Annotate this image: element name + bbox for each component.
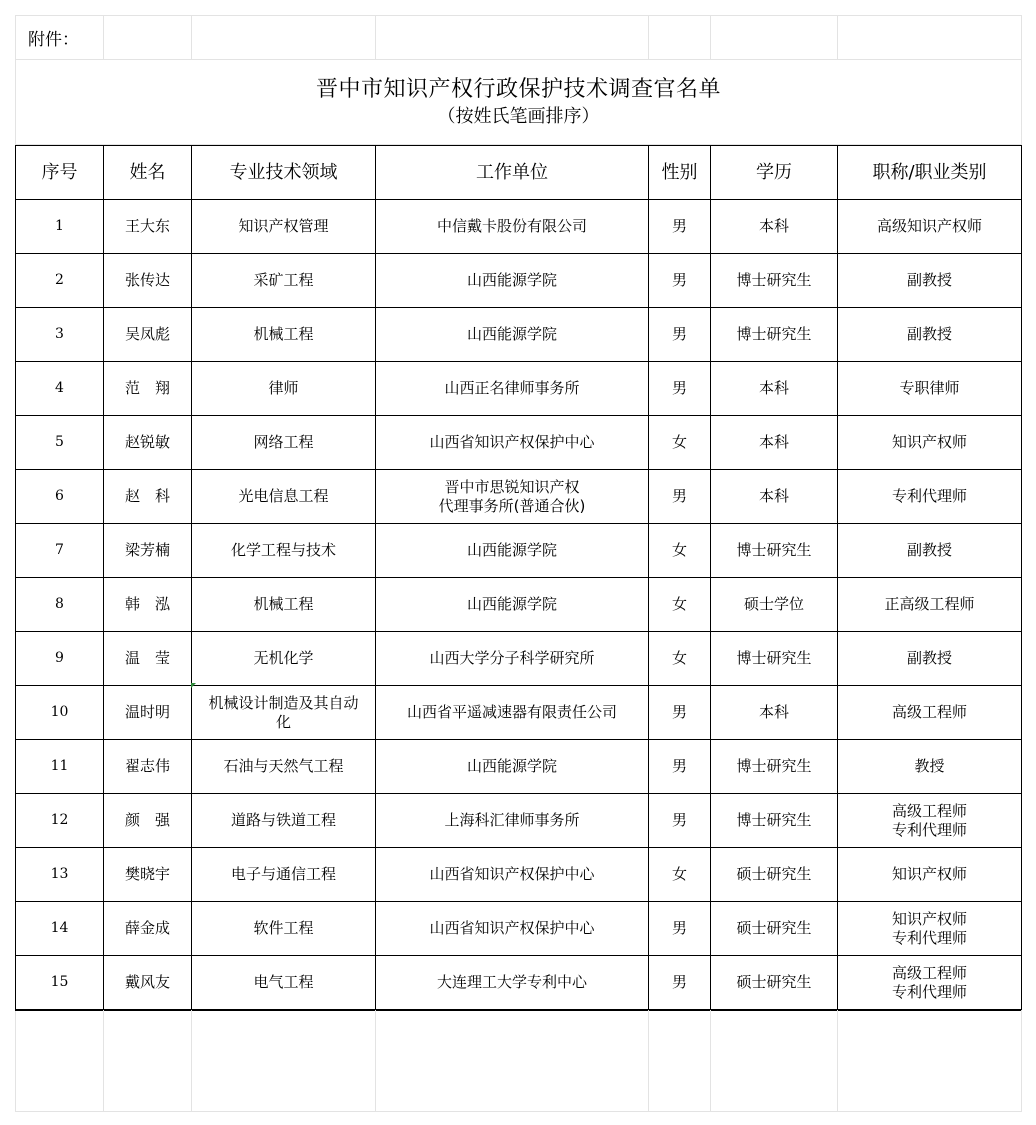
cell-name[interactable]: 赵 科	[104, 470, 192, 524]
cell-no[interactable]: 14	[16, 902, 104, 956]
table-row	[16, 308, 1022, 362]
table-row	[16, 902, 1022, 956]
cell-no[interactable]: 10	[16, 686, 104, 740]
cell-name[interactable]: 张传达	[104, 254, 192, 308]
cell-education[interactable]: 本科	[711, 200, 838, 254]
spreadsheet	[15, 15, 1021, 1109]
cell-org[interactable]: 山西正名律师事务所	[376, 362, 649, 416]
cell-org[interactable]: 上海科汇律师事务所	[376, 794, 649, 848]
table-row	[16, 470, 1022, 524]
empty-cell[interactable]	[649, 16, 711, 60]
cell-title[interactable]: 知识产权师	[838, 416, 1022, 470]
cell-title[interactable]: 高级工程师	[838, 686, 1022, 740]
empty-cell[interactable]	[192, 1011, 376, 1112]
cell-sex[interactable]: 男	[649, 470, 711, 524]
table-row	[16, 794, 1022, 848]
empty-cell[interactable]	[711, 16, 838, 60]
cell-education[interactable]: 硕士学位	[711, 578, 838, 632]
cell-name[interactable]: 温 莹	[104, 632, 192, 686]
cell-sex[interactable]: 男	[649, 254, 711, 308]
empty-cell[interactable]	[376, 1011, 649, 1112]
header-cell-name[interactable]: 姓名	[104, 146, 192, 200]
cell-sex[interactable]: 女	[649, 416, 711, 470]
table-row	[16, 848, 1022, 902]
cell-education[interactable]: 博士研究生	[711, 254, 838, 308]
cell-field[interactable]: 机械设计制造及其自动 化	[192, 686, 376, 740]
cell-no[interactable]: 5	[16, 416, 104, 470]
cell-sex[interactable]: 男	[649, 308, 711, 362]
cell-no[interactable]: 6	[16, 470, 104, 524]
empty-cell[interactable]	[104, 1011, 192, 1112]
cell-no[interactable]: 7	[16, 524, 104, 578]
cell-field[interactable]: 石油与天然气工程	[192, 740, 376, 794]
cell-org[interactable]: 山西省知识产权保护中心	[376, 416, 649, 470]
cell-org[interactable]: 中信戴卡股份有限公司	[376, 200, 649, 254]
empty-cell[interactable]	[711, 1011, 838, 1112]
cell-sex[interactable]: 女	[649, 848, 711, 902]
cell-sex[interactable]: 男	[649, 956, 711, 1010]
table-row	[16, 956, 1022, 1010]
cell-org[interactable]: 山西省知识产权保护中心	[376, 848, 649, 902]
cell-no[interactable]: 8	[16, 578, 104, 632]
cell-field[interactable]: 律师	[192, 362, 376, 416]
cell-education[interactable]: 硕士研究生	[711, 902, 838, 956]
cell-field[interactable]: 机械工程	[192, 578, 376, 632]
empty-cell[interactable]	[16, 1011, 104, 1112]
cell-no[interactable]: 13	[16, 848, 104, 902]
cell-education[interactable]: 硕士研究生	[711, 956, 838, 1010]
cell-field[interactable]: 软件工程	[192, 902, 376, 956]
cell-comment-marker	[191, 683, 196, 688]
cell-field[interactable]: 道路与铁道工程	[192, 794, 376, 848]
cell-sex[interactable]: 男	[649, 902, 711, 956]
empty-cell[interactable]	[838, 1011, 1022, 1112]
cell-sex[interactable]: 男	[649, 686, 711, 740]
cell-org[interactable]: 大连理工大学专利中心	[376, 956, 649, 1010]
cell-title[interactable]: 副教授	[838, 632, 1022, 686]
cell-title[interactable]: 副教授	[838, 524, 1022, 578]
cell-education[interactable]: 博士研究生	[711, 632, 838, 686]
cell-title[interactable]: 教授	[838, 740, 1022, 794]
roster-table	[15, 145, 1022, 1010]
header-cell-sex[interactable]: 性别	[649, 146, 711, 200]
title-row	[16, 60, 1022, 145]
cell-title[interactable]: 副教授	[838, 254, 1022, 308]
table-row	[16, 362, 1022, 416]
cell-sex[interactable]: 女	[649, 524, 711, 578]
cell-name[interactable]: 赵锐敏	[104, 416, 192, 470]
cell-org[interactable]: 山西省知识产权保护中心	[376, 902, 649, 956]
cell-education[interactable]: 博士研究生	[711, 740, 838, 794]
cell-education[interactable]: 博士研究生	[711, 308, 838, 362]
cell-field[interactable]: 化学工程与技术	[192, 524, 376, 578]
table-row	[16, 200, 1022, 254]
cell-sex[interactable]: 女	[649, 578, 711, 632]
cell-no[interactable]: 3	[16, 308, 104, 362]
cell-org[interactable]: 山西能源学院	[376, 740, 649, 794]
table-row	[16, 740, 1022, 794]
empty-cell[interactable]	[649, 1011, 711, 1112]
cell-education[interactable]: 本科	[711, 362, 838, 416]
cell-org[interactable]: 山西能源学院	[376, 254, 649, 308]
cell-title[interactable]: 专利代理师	[838, 470, 1022, 524]
header-cell-no[interactable]: 序号	[16, 146, 104, 200]
table-row	[16, 416, 1022, 470]
header-cell-title[interactable]: 职称/职业类别	[838, 146, 1022, 200]
cell-org[interactable]: 山西能源学院	[376, 578, 649, 632]
cell-name[interactable]: 温时明	[104, 686, 192, 740]
cell-no[interactable]: 15	[16, 956, 104, 1010]
empty-cell[interactable]	[104, 16, 192, 60]
cell-education[interactable]: 本科	[711, 416, 838, 470]
cell-education[interactable]: 博士研究生	[711, 794, 838, 848]
header-grid	[15, 15, 1022, 145]
cell-field[interactable]: 机械工程	[192, 308, 376, 362]
title-cell[interactable]	[16, 60, 1022, 145]
cell-name[interactable]: 樊晓宇	[104, 848, 192, 902]
cell-name[interactable]: 颜 强	[104, 794, 192, 848]
cell-field[interactable]: 知识产权管理	[192, 200, 376, 254]
cell-name[interactable]: 翟志伟	[104, 740, 192, 794]
cell-title[interactable]: 高级工程师 专利代理师	[838, 794, 1022, 848]
cell-education[interactable]: 本科	[711, 470, 838, 524]
cell-field[interactable]: 电子与通信工程	[192, 848, 376, 902]
table-row	[16, 686, 1022, 740]
cell-field[interactable]: 网络工程	[192, 416, 376, 470]
cell-no[interactable]: 9	[16, 632, 104, 686]
cell-sex[interactable]: 男	[649, 362, 711, 416]
cell-title[interactable]: 专职律师	[838, 362, 1022, 416]
cell-sex[interactable]: 女	[649, 632, 711, 686]
cell-name[interactable]: 吴凤彪	[104, 308, 192, 362]
cell-field[interactable]: 电气工程	[192, 956, 376, 1010]
cell-title[interactable]: 知识产权师	[838, 848, 1022, 902]
cell-org[interactable]: 山西省平遥减速器有限责任公司	[376, 686, 649, 740]
cell-title[interactable]: 高级工程师 专利代理师	[838, 956, 1022, 1010]
header-cell-education[interactable]: 学历	[711, 146, 838, 200]
cell-org[interactable]: 山西能源学院	[376, 524, 649, 578]
cell-sex[interactable]: 男	[649, 200, 711, 254]
cell-org[interactable]: 晋中市思锐知识产权 代理事务所(普通合伙)	[376, 470, 649, 524]
cell-no[interactable]: 2	[16, 254, 104, 308]
cell-title[interactable]: 知识产权师 专利代理师	[838, 902, 1022, 956]
document-subtitle: （按姓氏笔画排序）	[437, 106, 600, 127]
table-row	[16, 524, 1022, 578]
cell-title[interactable]: 高级知识产权师	[838, 200, 1022, 254]
table-header-row	[16, 146, 1022, 200]
cell-education[interactable]: 博士研究生	[711, 524, 838, 578]
cell-no[interactable]: 11	[16, 740, 104, 794]
cell-org[interactable]: 山西大学分子科学研究所	[376, 632, 649, 686]
cell-title[interactable]: 副教授	[838, 308, 1022, 362]
blank-row	[16, 1011, 1022, 1112]
cell-name[interactable]: 王大东	[104, 200, 192, 254]
attachment-label[interactable]: 附件：	[16, 16, 104, 60]
cell-sex[interactable]: 男	[649, 794, 711, 848]
cell-education[interactable]: 本科	[711, 686, 838, 740]
cell-sex[interactable]: 男	[649, 740, 711, 794]
header-cell-field[interactable]: 专业技术领域	[192, 146, 376, 200]
cell-no[interactable]: 12	[16, 794, 104, 848]
blank-grid	[15, 1010, 1022, 1112]
table-row	[16, 578, 1022, 632]
cell-no[interactable]: 1	[16, 200, 104, 254]
cell-field[interactable]: 无机化学	[192, 632, 376, 686]
cell-field[interactable]: 光电信息工程	[192, 470, 376, 524]
attachment-row	[16, 16, 1022, 60]
cell-org[interactable]: 山西能源学院	[376, 308, 649, 362]
header-cell-org[interactable]: 工作单位	[376, 146, 649, 200]
cell-name[interactable]: 梁芳楠	[104, 524, 192, 578]
table-row	[16, 254, 1022, 308]
cell-title[interactable]: 正高级工程师	[838, 578, 1022, 632]
empty-cell[interactable]	[192, 16, 376, 60]
cell-field[interactable]: 采矿工程	[192, 254, 376, 308]
document-title: 晋中市知识产权行政保护技术调查官名单	[315, 77, 721, 102]
table-row	[16, 632, 1022, 686]
cell-name[interactable]: 戴风友	[104, 956, 192, 1010]
cell-name[interactable]: 范 翔	[104, 362, 192, 416]
empty-cell[interactable]	[376, 16, 649, 60]
cell-name[interactable]: 薛金成	[104, 902, 192, 956]
empty-cell[interactable]	[838, 16, 1022, 60]
cell-education[interactable]: 硕士研究生	[711, 848, 838, 902]
cell-name[interactable]: 韩 泓	[104, 578, 192, 632]
cell-no[interactable]: 4	[16, 362, 104, 416]
